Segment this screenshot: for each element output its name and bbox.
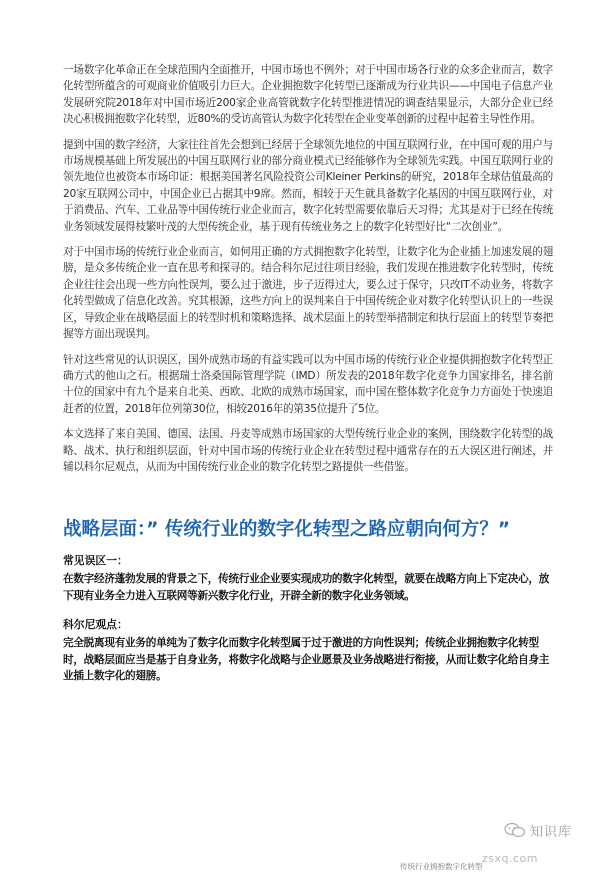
misconception-block	[63, 553, 553, 604]
viewpoint-text: 完全脱离现有业务的单纯为了数字化而数字化转型属于过于激进的方向性误判；传统企业拥抱数字化转型时，战略层面应当是基于自身业务，将数字化战略与企业愿景及业务战略进行衔接，从而让数字化给自身主业插上数字化的翅膀。	[63, 637, 550, 683]
misconception-text: 在数字经济蓬勃发展的背景之下，传统行业企业要实现成功的数字化转型，就要在战略方向上下定决心，放下现有业务全力进入互联网等新兴数字化行业，开辟全新的数字化业务领域。	[63, 573, 550, 602]
misconception-label: 常见误区一：	[63, 554, 128, 567]
paragraph-2: 提到中国的数字经济，大家往往首先会想到已经居于全球领先地位的中国互联网行业，在中国可观的用户与市场规模基础上所发展出的中国互联网行业的部分商业模式已经能够作为全球领先实践。中国互联网行业的领先地位也被资本市场印证：根据美国著名风险投资公司Kleiner Perkins的研究，2018年全球估值最高的20家互联网公司中，中国企业已占据其中9席。然而，相较于天生就具备数字化基因的中国互联网行业，对于消费品、汽车、工业品等中国传统行业企业而言，数字化转型需要依靠后天习得；尤其是对于已经在传统业务领域发展得枝繁叶茂的大型传统企业，基于现有传统业务之上的数字化转型好比“二次创业”。	[63, 138, 553, 233]
viewpoint-block	[63, 617, 553, 685]
section-heading: 战略层面：” 传统行业的数字化转型之路应朝向何方？”	[63, 519, 511, 540]
watermark-url: zsxq.com	[482, 852, 538, 865]
paragraph-1: 一场数字化革命正在全球范围内全面推开，中国市场也不例外；对于中国市场各行业的众多企业而言，数字化转型所蕴含的可观商业价值吸引力巨大。企业拥抱数字化转型已逐渐成为行业共识——中国电子信息产业发展研究院2018年对中国市场近200家企业高管就数字化转型推进情况的调查结果显示，大部分企业已经决心积极拥抱数字化转型，近80%的受访高管认为数字化转型在企业变革创新的过程中起着主导性作用。	[63, 64, 553, 126]
wechat-icon	[504, 822, 526, 838]
watermark-name: 知识库	[530, 824, 573, 840]
viewpoint-label: 科尔尼观点：	[63, 618, 128, 631]
paragraph-3: 对于中国市场的传统行业企业而言，如何用正确的方式拥抱数字化转型，让数字化为企业插上加速发展的翅膀，是众多传统企业一直在思考和探寻的。结合科尔尼过往项目经验，我们发现在推进数字化转型时，传统企业往往会出现一些方向性误判，要么过于激进，步子迈得过大，要么过于保守，只改IT不动业务，将数字化转型做成了信息化改善。究其根源，这些方向上的误判来自于中国传统企业对数字化转型认识上的一些误区，导致企业在战略层面上的转型时机和策略选择、战术层面上的转型举措制定和执行层面上的转型节奏把握等方面出现误判。	[63, 246, 553, 341]
body-text	[63, 62, 553, 484]
paragraph-4: 针对这些常见的认识误区，国外成熟市场的有益实践可以为中国市场的传统行业企业提供拥抱数字化转型正确方式的他山之石。根据瑞士洛桑国际管理学院（IMD）所发表的2018年数字化竞争力国家排名，排名前十位的国家中有九个是来自北美、西欧、北欧的成熟市场国家，而中国在整体数字化竞争力方面处于快速追赶者的位置，2018年位列第30位，相较2016年的第35位提升了5位。	[63, 353, 553, 415]
paragraph-5: 本文选择了来自美国、德国、法国、丹麦等成熟市场国家的大型传统行业企业的案例，围绕数字化转型的战略、战术、执行和组织层面，针对中国市场的传统行业企业在转型过程中通常存在的五大误区进行阐述，并辅以科尔尼观点，从而为中国传统行业企业的数字化转型之路提供一些借鉴。	[63, 428, 553, 473]
watermark	[504, 820, 594, 840]
running-title: 传统行业拥抱数字化转型	[400, 862, 483, 871]
